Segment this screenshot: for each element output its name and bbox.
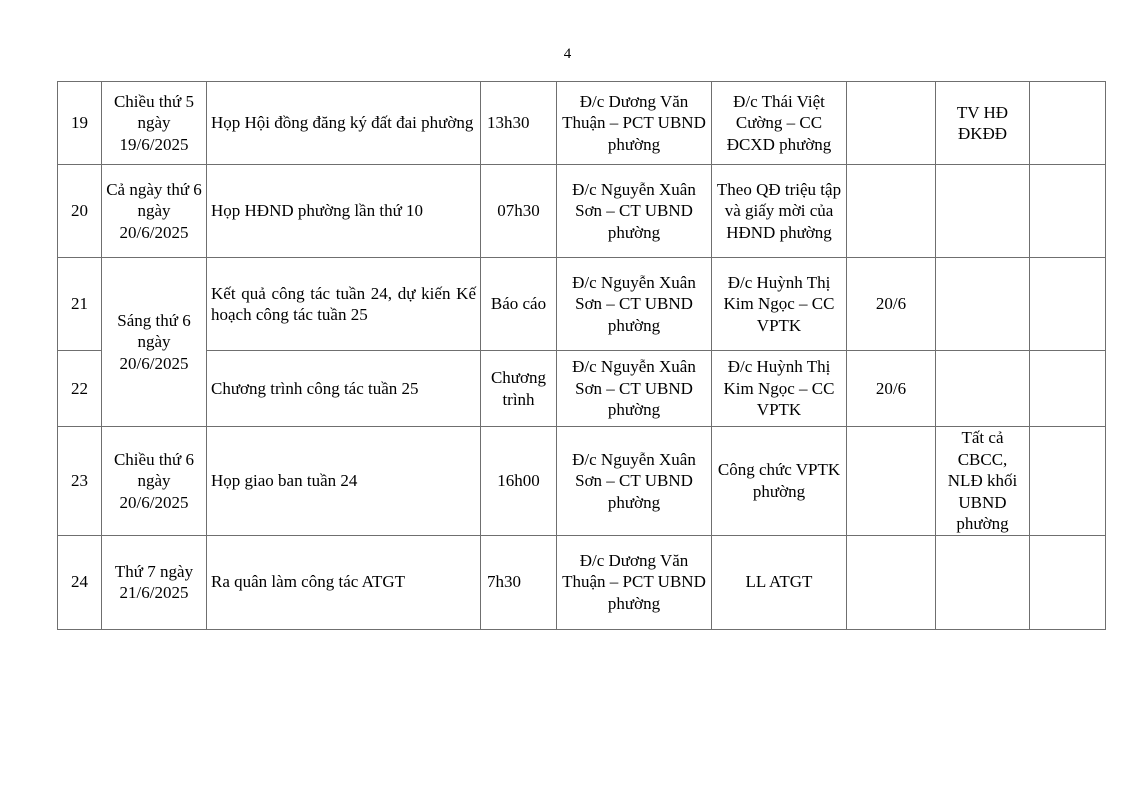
participants: Tất cả CBCC, NLĐ khối UBND phường	[936, 427, 1030, 536]
prepared-by: Đ/c Huỳnh Thị Kim Ngọc – CC VPTK	[712, 351, 847, 427]
time-of-day: Sáng thứ 6 ngày 20/6/2025	[102, 258, 207, 427]
row-number: 23	[58, 427, 102, 536]
prepared-by: Công chức VPTK phường	[712, 427, 847, 536]
time: Chương trình	[481, 351, 557, 427]
content: Họp Hội đồng đăng ký đất đai phường	[207, 82, 481, 165]
table-row	[58, 82, 1106, 165]
time: 16h00	[481, 427, 557, 536]
time-of-day: Thứ 7 ngày 21/6/2025	[102, 535, 207, 629]
participants: TV HĐ ĐKĐĐ	[936, 82, 1030, 165]
prepared-by: Đ/c Thái Việt Cường – CC ĐCXD phường	[712, 82, 847, 165]
row-number: 24	[58, 535, 102, 629]
participants	[936, 535, 1030, 629]
row-number: 21	[58, 258, 102, 351]
time-of-day: Cả ngày thứ 6 ngày 20/6/2025	[102, 165, 207, 258]
deadline	[847, 535, 936, 629]
row-number: 19	[58, 82, 102, 165]
chair: Đ/c Dương Văn Thuận – PCT UBND phường	[557, 82, 712, 165]
table-row	[58, 258, 1106, 351]
schedule-table	[57, 81, 1106, 630]
chair: Đ/c Dương Văn Thuận – PCT UBND phường	[557, 535, 712, 629]
content: Chương trình công tác tuần 25	[207, 351, 481, 427]
participants	[936, 258, 1030, 351]
deadline	[847, 82, 936, 165]
row-number: 22	[58, 351, 102, 427]
time: 13h30	[481, 82, 557, 165]
content: Ra quân làm công tác ATGT	[207, 535, 481, 629]
content: Kết quả công tác tuần 24, dự kiến Kế hoạch công tác tuần 25	[207, 258, 481, 351]
note	[1030, 82, 1106, 165]
row-number: 20	[58, 165, 102, 258]
time-of-day: Chiều thứ 5 ngày 19/6/2025	[102, 82, 207, 165]
table-row	[58, 535, 1106, 629]
content: Họp giao ban tuần 24	[207, 427, 481, 536]
time: Báo cáo	[481, 258, 557, 351]
chair: Đ/c Nguyễn Xuân Sơn – CT UBND phường	[557, 351, 712, 427]
table-row	[58, 165, 1106, 258]
time: 7h30	[481, 535, 557, 629]
time-of-day: Chiều thứ 6 ngày 20/6/2025	[102, 427, 207, 536]
participants	[936, 165, 1030, 258]
note	[1030, 258, 1106, 351]
chair: Đ/c Nguyễn Xuân Sơn – CT UBND phường	[557, 165, 712, 258]
note	[1030, 165, 1106, 258]
note	[1030, 351, 1106, 427]
page-number: 4	[563, 46, 572, 62]
deadline: 20/6	[847, 351, 936, 427]
table-row	[58, 351, 1106, 427]
prepared-by: Đ/c Huỳnh Thị Kim Ngọc – CC VPTK	[712, 258, 847, 351]
deadline: 20/6	[847, 258, 936, 351]
deadline	[847, 427, 936, 536]
note	[1030, 535, 1106, 629]
chair: Đ/c Nguyễn Xuân Sơn – CT UBND phường	[557, 427, 712, 536]
time: 07h30	[481, 165, 557, 258]
chair: Đ/c Nguyễn Xuân Sơn – CT UBND phường	[557, 258, 712, 351]
prepared-by: LL ATGT	[712, 535, 847, 629]
participants	[936, 351, 1030, 427]
content: Họp HĐND phường lần thứ 10	[207, 165, 481, 258]
deadline	[847, 165, 936, 258]
table-row	[58, 427, 1106, 536]
prepared-by: Theo QĐ triệu tập và giấy mời của HĐND phường	[712, 165, 847, 258]
note	[1030, 427, 1106, 536]
